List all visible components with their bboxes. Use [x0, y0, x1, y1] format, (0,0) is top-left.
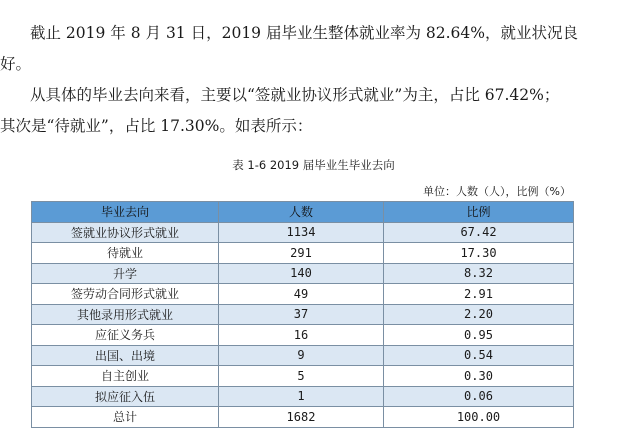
- destination-cell: 拟应征入伍: [32, 386, 219, 407]
- column-header-count: 人数: [219, 202, 384, 223]
- destination-cell: 待就业: [32, 243, 219, 264]
- count-cell: 291: [219, 243, 384, 264]
- count-cell: 37: [219, 304, 384, 325]
- count-cell: 9: [219, 345, 384, 366]
- count-cell: 16: [219, 325, 384, 346]
- paragraph-line: 从具体的毕业去向来看，主要以“签就业协议形式就业”为主，占比 67.42%；: [30, 86, 560, 104]
- paragraph-line: 好。: [0, 55, 32, 73]
- destination-cell: 出国、出境: [32, 345, 219, 366]
- destination-cell: 升学: [32, 263, 219, 284]
- table-caption: 表 1-6 2019 届毕业生毕业去向: [232, 158, 395, 172]
- graduate-destination-table: [31, 201, 574, 428]
- ratio-cell: 2.91: [384, 284, 574, 305]
- ratio-cell: 2.20: [384, 304, 574, 325]
- paragraph-employment-rate: [0, 18, 620, 80]
- destination-cell: 签劳动合同形式就业: [32, 284, 219, 305]
- destination-cell: 总计: [32, 407, 219, 428]
- count-cell: 140: [219, 263, 384, 284]
- destination-cell: 签就业协议形式就业: [32, 222, 219, 243]
- table-row: [32, 386, 574, 407]
- table-row: [32, 284, 574, 305]
- destination-cell: 应征义务兵: [32, 325, 219, 346]
- ratio-cell: 0.06: [384, 386, 574, 407]
- ratio-cell: 100.00: [384, 407, 574, 428]
- table-row: [32, 222, 574, 243]
- ratio-cell: 8.32: [384, 263, 574, 284]
- paragraph-line: 截止 2019 年 8 月 31 日，2019 届毕业生整体就业率为 82.64%，就业状况良: [30, 24, 578, 42]
- count-cell: 1134: [219, 222, 384, 243]
- destination-cell: 其他录用形式就业: [32, 304, 219, 325]
- column-header-destination: 毕业去向: [32, 202, 219, 223]
- column-header-ratio: 比例: [384, 202, 574, 223]
- table-row: [32, 243, 574, 264]
- count-cell: 5: [219, 366, 384, 387]
- table-row: [32, 263, 574, 284]
- destination-cell: 自主创业: [32, 366, 219, 387]
- ratio-cell: 0.54: [384, 345, 574, 366]
- table-header-row: [32, 202, 574, 223]
- ratio-cell: 0.30: [384, 366, 574, 387]
- table-row: [32, 366, 574, 387]
- paragraph-destination-summary: [0, 80, 620, 142]
- count-cell: 49: [219, 284, 384, 305]
- count-cell: 1682: [219, 407, 384, 428]
- ratio-cell: 17.30: [384, 243, 574, 264]
- unit-note: 单位：人数（人），比例（%）: [423, 185, 571, 198]
- table-row: [32, 304, 574, 325]
- ratio-cell: 0.95: [384, 325, 574, 346]
- table-row: [32, 345, 574, 366]
- paragraph-line: 其次是“待就业”，占比 17.30%。如表所示：: [0, 117, 313, 135]
- ratio-cell: 67.42: [384, 222, 574, 243]
- table-row: [32, 325, 574, 346]
- table-total-row: [32, 407, 574, 428]
- count-cell: 1: [219, 386, 384, 407]
